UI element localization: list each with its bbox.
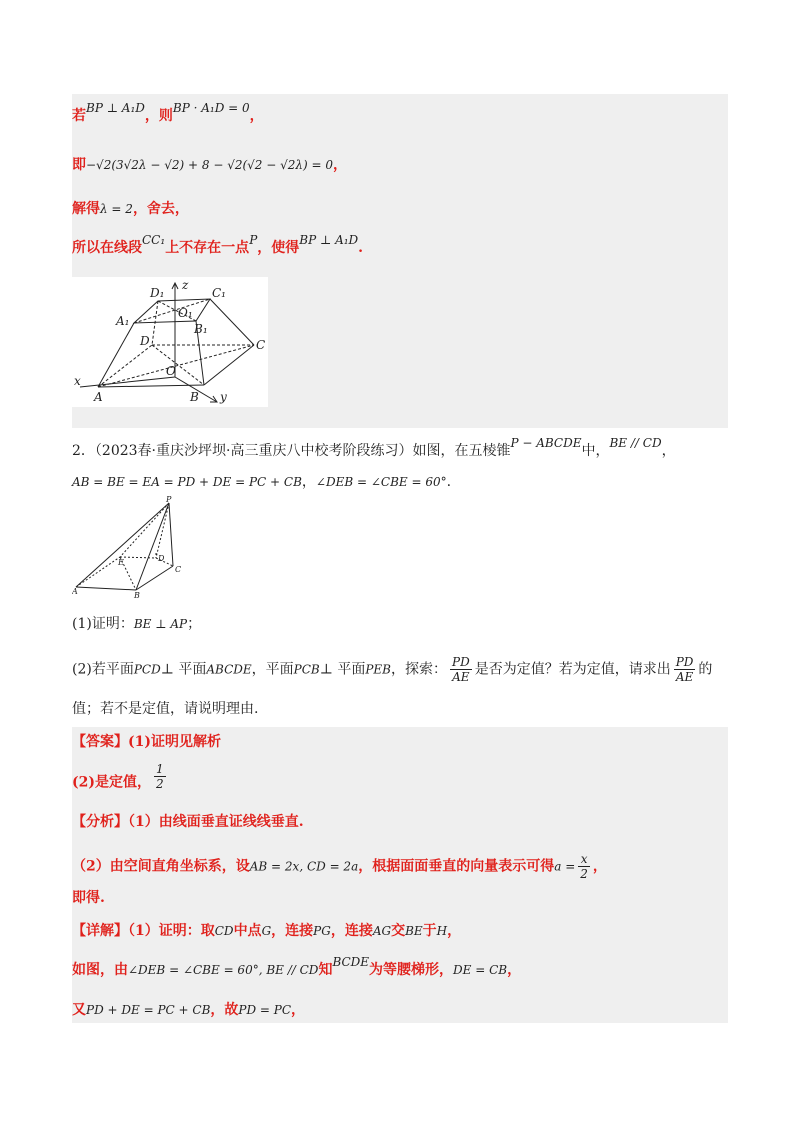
question-2-stem: 2．（2023春·重庆沙坪坝·高三重庆八中校考阶段练习）如图，在五棱锥P − ABCDE中，BE // CD， [72,436,676,459]
edge-pa [76,503,169,587]
math-inline: PCB [293,662,320,677]
label-z: z [182,278,189,292]
math-inline: PD = PC [238,1003,292,1017]
fraction-one-half: $\frac{1}{2}$ [156,762,164,791]
answer-line-2: (2)是定值， $\frac{1}{2}$ [72,762,164,791]
label-d: D [158,554,165,563]
solution-line-1: 若BP ⊥ A₁D，则BP · A₁D = 0， [72,101,264,124]
math-inline: ABCDE [206,662,252,677]
math-inline: a = [554,859,576,874]
math-inline: P − ABCDE [510,436,582,450]
math-inline: ∠DEB = ∠CBE = 60°, BE // CD [128,963,319,977]
solution-line-4: 所以在线段CC₁上不存在一点P，使得BP ⊥ A₁D. [72,233,364,256]
label-b1: B₁ [194,322,208,336]
analysis-line-2: （2）由空间直角坐标系，设AB = 2x, CD = 2a，根据面面垂直的向量表示可得a = $\frac{x}{2}$ ， [72,852,607,881]
label-c: C [175,565,182,574]
question-2-part-2: (2)若平面PCD⊥ 平面ABCDE，平面PCB⊥ 平面PEB，探索： $\frac{PD}{AE}$ 是否为定值？若为定值，请求出 $\frac{PD}{AE}$ 的 [72,655,713,684]
figure-background [72,277,268,407]
edge-ab [76,587,136,590]
label-a: A [94,390,103,404]
label-b: B [134,591,140,598]
detail-line-2: 如图，由∠DEB = ∠CBE = 60°, BE // CD知BCDE为等腰梯形，DE = CB， [72,955,522,978]
solution-line-2: 即−√2(3√2λ − √2) + 8 − √2(√2 − √2λ) = 0， [72,157,348,173]
label-c: C [256,338,266,352]
math-inline: BE // CD [609,436,662,450]
math-inline: PCD [133,662,161,677]
question-2-part-1: (1)证明：BE ⊥ AP； [72,616,202,632]
label-d1: D₁ [150,286,165,300]
math-inline: AB = 2x, CD = 2a [249,859,359,874]
edge-pd [156,503,169,558]
label-d: D [140,334,150,348]
math-inline: CD [214,924,234,938]
label-x: x [74,374,81,388]
math-inline: AB = BE = EA = PD + DE = PC + CB [72,475,302,489]
frustum-figure [72,277,268,407]
solution-line-3: 解得λ = 2，舍去， [72,201,189,217]
label-o: O [166,364,176,378]
math-inline: P [249,233,258,247]
edge-pb [136,503,169,590]
detail-line-1: 【详解】（1）证明：取CD中点G，连接PG，连接AG交BE于H， [72,923,462,939]
detail-line-3: 又PD + DE = PC + CB，故PD = PC， [72,1002,306,1018]
edge-ed [120,557,156,558]
math-inline: PEB [365,662,391,677]
question-2-conditions: AB = BE = EA = PD + DE = PC + CB，∠DEB = ∠CBE = 60°. [72,474,452,490]
math-inline: −√2(3√2λ − √2) + 8 − √2(√2 − √2λ) = 0 [86,158,334,172]
question-2-part-2-cont: 值；若不是定值，请说明理由. [72,701,259,717]
math-inline: BP ⊥ A₁D [299,233,359,247]
fraction-x-half: $\frac{x}{2}$ [580,852,588,881]
math-inline: AG [372,924,392,938]
math-inline: BCDE [332,955,370,969]
edge-bc [136,566,173,590]
label-p: P [166,496,172,504]
label-c1: C₁ [212,286,226,300]
label-a1: A₁ [116,314,130,328]
math-inline: ∠DEB = ∠CBE = 60° [315,475,447,489]
math-inline: BE ⊥ AP [133,617,188,631]
math-inline: PG [313,924,331,938]
answer-line: 【答案】(1)证明见解析 [72,734,221,750]
math-inline: DE = CB [453,963,508,977]
label-e: E [118,558,124,567]
math-inline: BP · A₁D = 0 [172,101,250,115]
pyramid-figure [72,496,188,598]
label-y: y [220,390,227,404]
fraction-pd-ae: $\frac{PD}{AE}$ [452,655,470,684]
math-inline: BP ⊥ A₁D [86,101,145,115]
question-source: （2023春·重庆沙坪坝·高三重庆八中校考阶段练习） [94,443,413,459]
math-inline: H [436,924,448,938]
analysis-line-1: 【分析】（1）由线面垂直证线线垂直. [72,814,304,830]
math-inline: G [261,924,272,938]
math-inline: PD + DE = PC + CB [86,1003,211,1017]
label-a: A [72,587,78,596]
math-inline: CC₁ [142,233,166,247]
math-inline: BE [405,924,423,938]
edge-ae [76,557,120,587]
edge-pc [169,503,173,566]
label-o1: O₁ [178,306,193,320]
fraction-pd-ae: $\frac{PD}{AE}$ [675,655,694,684]
edge-pe [120,503,169,557]
math-inline: λ = 2 [100,202,133,216]
analysis-line-3: 即得. [72,890,105,906]
label-b: B [190,390,199,404]
